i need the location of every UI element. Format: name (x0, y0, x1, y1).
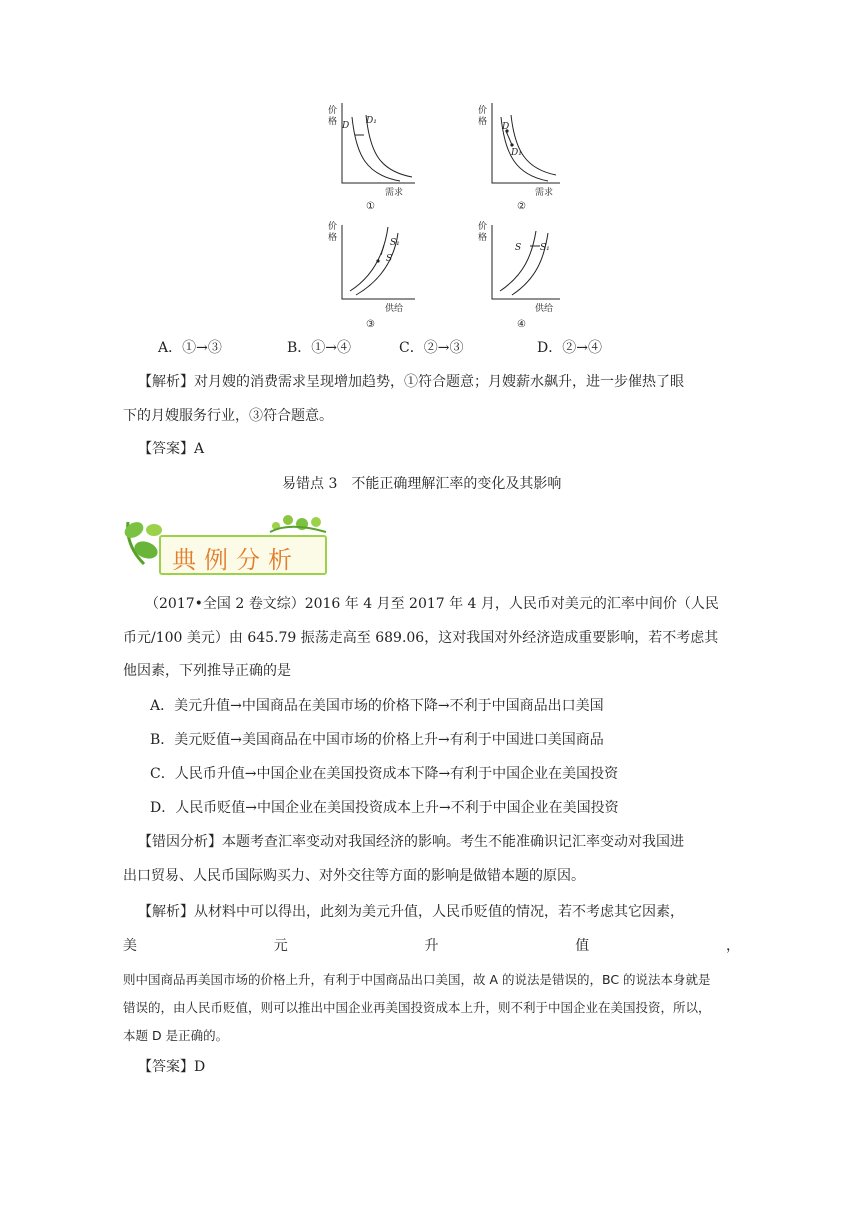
graph-4-curve-s1: S₁ (540, 243, 550, 253)
q2-analysis-line-1: 【解析】从材料中可以得出，此刻为美元升值，人民币贬值的情况，若不考虑其它因素， (138, 904, 684, 920)
spread-char-5: ， (726, 938, 740, 954)
graph-3-curve-s: S (386, 254, 393, 264)
spread-char-1: 美 (123, 938, 137, 954)
q2-stem-line-1: （2017•全国 2 卷文综）2016 年 4 月至 2017 年 4 月，人民币对美元的汇率中间价（人民 (145, 596, 719, 612)
q1-option-d: D．②→④ (537, 340, 602, 356)
q2-error-line-2: 出口贸易、人民币国际购买力、对外交往等方面的影响是做错本题的原因。 (123, 868, 585, 884)
graph-1-curve-d1: D₁ (366, 116, 377, 126)
graph-3-ylabel-1: 价 (328, 222, 338, 232)
section-title: 易错点 3 不能正确理解汇率的变化及其影响 (282, 476, 562, 492)
graph-3-ylabel-2: 格 (328, 233, 338, 243)
q1-analysis-line-2: 下的月嫂服务行业，③符合题意。 (123, 408, 333, 424)
q2-option-d: D．人民币贬值→中国企业在美国投资成本上升→不利于中国企业在美国投资 (150, 800, 619, 816)
supply-demand-graphs (300, 95, 560, 331)
graph-3-xlabel: 供给 (385, 304, 404, 314)
graph-2-curve-d: D (502, 122, 510, 132)
graph-2-number: ② (517, 201, 526, 212)
graph-2-ylabel-1: 价 (478, 106, 488, 116)
graph-1-xlabel: 需求 (385, 188, 404, 198)
q2-analysis-small-line-3: 本题 D 是正确的。 (123, 1028, 229, 1043)
graph-3-curve-s1: S₁ (390, 238, 400, 248)
graph-1-curve-d: D (342, 121, 350, 131)
q2-answer: 【答案】D (138, 1059, 206, 1075)
spread-char-3: 升 (424, 938, 439, 954)
q1-option-a: A．①→③ (158, 340, 222, 356)
graph-4-xlabel: 供给 (535, 304, 554, 314)
graph-4-number: ④ (517, 319, 526, 330)
q1-analysis-line-1: 【解析】对月嫂的消费需求呈现增加趋势，①符合题意；月嫂薪水飙升，进一步催热了眼 (138, 374, 684, 390)
graph-4-curve-s: S (515, 243, 522, 253)
banner-text: 典例分析 (172, 546, 300, 574)
graph-4-ylabel-2: 格 (478, 233, 488, 243)
q1-option-b: B．①→④ (287, 340, 352, 356)
q2-analysis-small-line-2: 错误的，由人民币贬值，则可以推出中国企业再美国投资成本上升，则不利于中国企业在美国投资，所以， (123, 1000, 711, 1015)
q1-options (158, 338, 602, 358)
q2-option-b: B．美元贬值→美国商品在中国市场的价格上升→有利于中国进口美国商品 (150, 732, 604, 748)
graph-1-number: ① (366, 201, 375, 212)
spread-char-4: 值 (575, 938, 590, 954)
q2-analysis-small-line-1: 则中国商品再美国市场的价格上升，有利于中国商品出口美国，故 A 的说法是错误的，BC 的说法本身就是 (123, 972, 711, 987)
q2-stem-line-2: 币元/100 美元）由 645.79 振荡走高至 689.06，这对我国对外经济造成重要影响，若不考虑其 (123, 630, 719, 646)
graph-1-ylabel-2: 格 (328, 117, 338, 127)
q1-option-c: C．②→③ (399, 340, 464, 356)
q2-option-c: C．人民币升值→中国企业在美国投资成本下降→有利于中国企业在美国投资 (150, 766, 619, 782)
q2-stem-line-3: 他因素，下列推导正确的是 (123, 663, 291, 679)
q2-analysis-spread-line (123, 936, 740, 956)
graph-2-ylabel-2: 格 (478, 117, 488, 127)
graph-4-ylabel-1: 价 (478, 222, 488, 232)
q2-error-line-1: 【错因分析】本题考查汇率变动对我国经济的影响。考生不能准确识记汇率变动对我国进 (138, 834, 684, 850)
spread-char-2: 元 (273, 938, 288, 954)
graph-2-xlabel: 需求 (535, 188, 554, 198)
q2-option-a: A．美元升值→中国商品在美国市场的价格下降→不利于中国商品出口美国 (150, 698, 604, 714)
graph-2-curve-d1: D₁ (511, 148, 522, 158)
example-analysis-banner (120, 510, 330, 578)
graph-3-number: ③ (366, 319, 375, 330)
q1-answer: 【答案】A (138, 441, 205, 457)
graph-1-ylabel-1: 价 (328, 106, 338, 116)
